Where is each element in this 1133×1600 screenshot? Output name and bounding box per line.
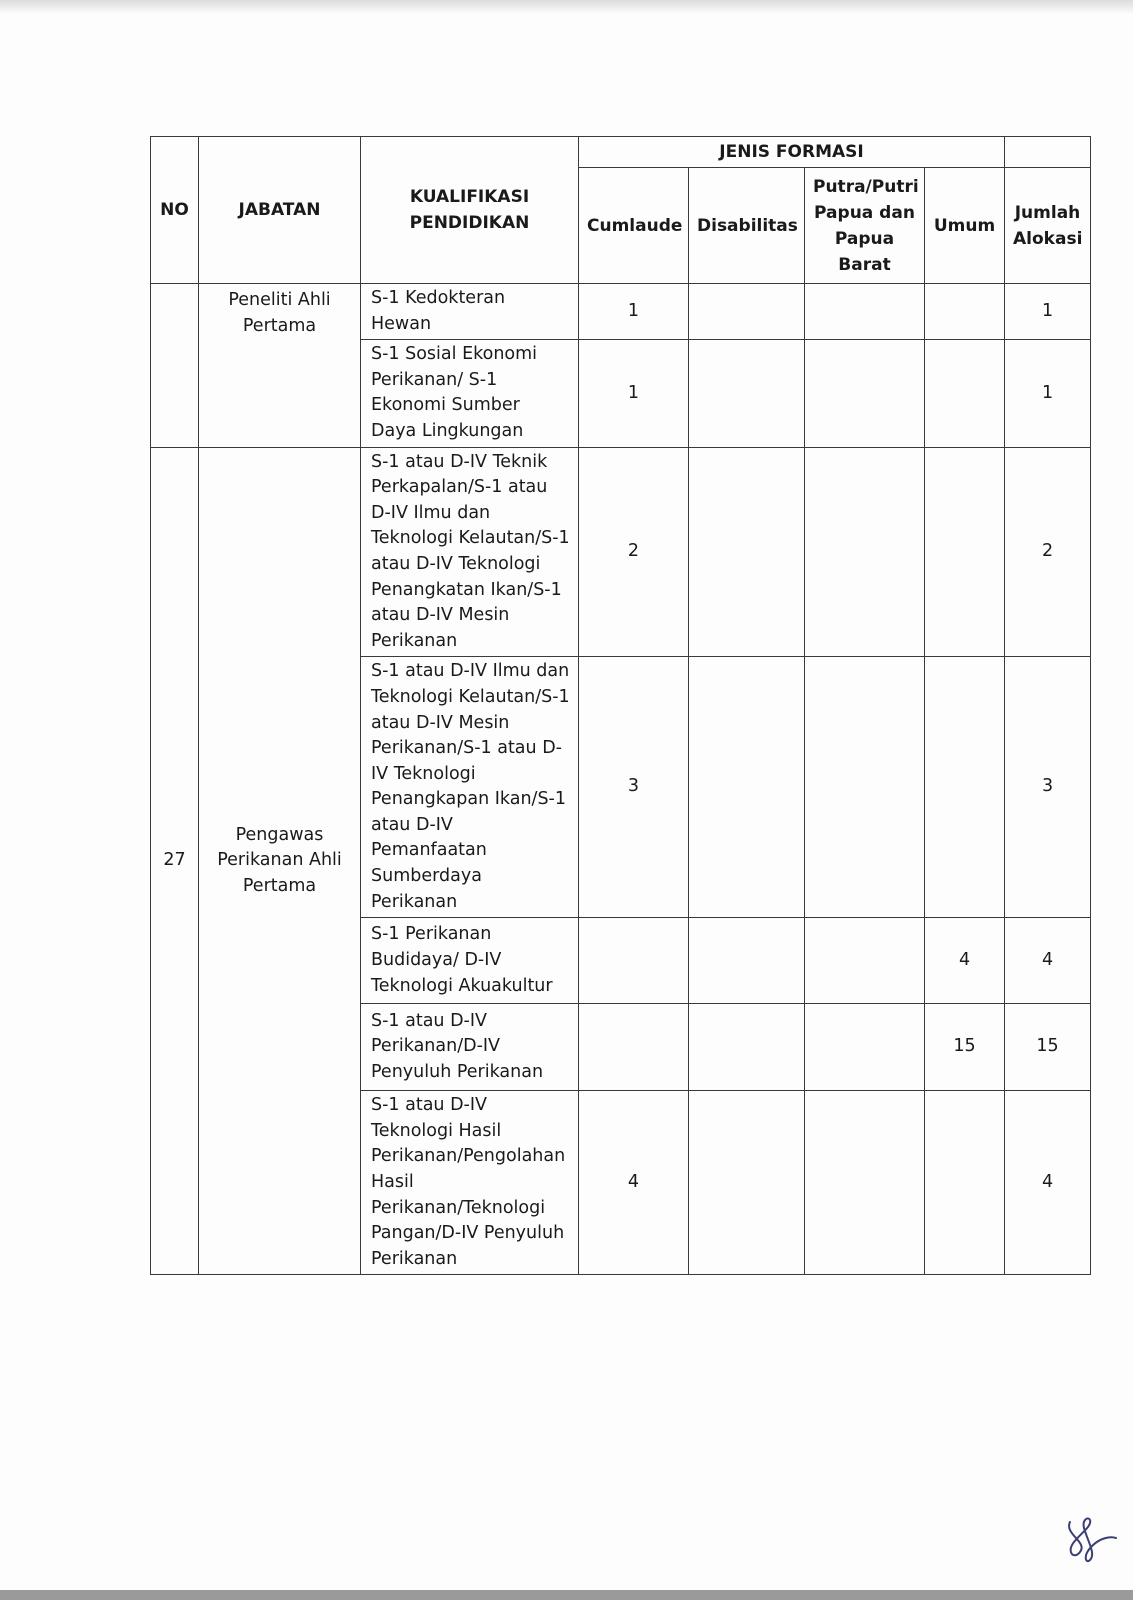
cell-disabilitas: [689, 1091, 805, 1275]
cell-papua: [805, 1004, 925, 1091]
paraf-signature: [1062, 1512, 1118, 1564]
cell-disabilitas: [689, 284, 805, 340]
cell-jumlah: 4: [1005, 918, 1091, 1004]
cell-disabilitas: [689, 447, 805, 657]
cell-kualifikasi: S-1 atau D-IV Perikanan/D-IV Penyuluh Perikanan: [361, 1004, 579, 1091]
cell-umum: [925, 284, 1005, 340]
header-disabilitas: Disabilitas: [689, 168, 805, 284]
cell-papua: [805, 918, 925, 1004]
cell-umum: [925, 447, 1005, 657]
cell-no-empty: [151, 284, 199, 448]
header-blank: [1005, 137, 1091, 168]
cell-disabilitas: [689, 1004, 805, 1091]
cell-jumlah: 1: [1005, 340, 1091, 447]
table-row: [151, 284, 1091, 340]
cell-papua: [805, 340, 925, 447]
cell-disabilitas: [689, 340, 805, 447]
cell-jumlah: 4: [1005, 1091, 1091, 1275]
cell-cumlaude: 2: [579, 447, 689, 657]
cell-disabilitas: [689, 918, 805, 1004]
scan-edge-top: [0, 0, 1133, 14]
cell-papua: [805, 284, 925, 340]
cell-kualifikasi: S-1 Sosial Ekonomi Perikanan/ S-1 Ekonomi Sumber Daya Lingkungan: [361, 340, 579, 447]
cell-cumlaude: 1: [579, 340, 689, 447]
header-jabatan: JABATAN: [199, 137, 361, 284]
cell-jumlah: 15: [1005, 1004, 1091, 1091]
header-kualifikasi: KUALIFIKASI PENDIDIKAN: [361, 137, 579, 284]
header-umum: Umum: [925, 168, 1005, 284]
cell-umum: [925, 340, 1005, 447]
cell-jabatan: Peneliti Ahli Pertama: [199, 284, 361, 448]
header-jumlah: Jumlah Alokasi: [1005, 168, 1091, 284]
cell-umum: 4: [925, 918, 1005, 1004]
cell-kualifikasi: S-1 atau D-IV Teknik Perkapalan/S-1 atau D-IV Ilmu dan Teknologi Kelautan/S-1 atau D-IV Teknologi Penangkatan Ikan/S-1 atau D-IV Mesin Perikanan: [361, 447, 579, 657]
cell-cumlaude: 3: [579, 657, 689, 918]
cell-kualifikasi: S-1 Perikanan Budidaya/ D-IV Teknologi Akuakultur: [361, 918, 579, 1004]
cell-kualifikasi: S-1 atau D-IV Teknologi Hasil Perikanan/Pengolahan Hasil Perikanan/Teknologi Pangan/D-IV Penyuluh Perikanan: [361, 1091, 579, 1275]
cell-cumlaude: [579, 918, 689, 1004]
cell-papua: [805, 447, 925, 657]
cell-umum: [925, 1091, 1005, 1275]
cell-kualifikasi: S-1 atau D-IV Ilmu dan Teknologi Kelautan/S-1 atau D-IV Mesin Perikanan/S-1 atau D-IV Teknologi Penangkapan Ikan/S-1 atau D-IV Pemanfaatan Sumberdaya Perikanan: [361, 657, 579, 918]
cell-umum: [925, 657, 1005, 918]
cell-kualifikasi: S-1 Kedokteran Hewan: [361, 284, 579, 340]
cell-cumlaude: 4: [579, 1091, 689, 1275]
cell-jabatan: Pengawas Perikanan Ahli Pertama: [199, 447, 361, 1275]
cell-cumlaude: [579, 1004, 689, 1091]
table-row: [151, 447, 1091, 657]
cell-jumlah: 2: [1005, 447, 1091, 657]
header-cumlaude: Cumlaude: [579, 168, 689, 284]
cell-umum: 15: [925, 1004, 1005, 1091]
cell-papua: [805, 657, 925, 918]
cell-no: 27: [151, 447, 199, 1275]
cell-jumlah: 3: [1005, 657, 1091, 918]
cell-jumlah: 1: [1005, 284, 1091, 340]
formasi-table: [150, 136, 1091, 1275]
cell-papua: [805, 1091, 925, 1275]
header-jenis-formasi: JENIS FORMASI: [579, 137, 1005, 168]
cell-cumlaude: 1: [579, 284, 689, 340]
cell-disabilitas: [689, 657, 805, 918]
header-no: NO: [151, 137, 199, 284]
header-papua: Putra/Putri Papua dan Papua Barat: [805, 168, 925, 284]
scan-edge-bottom: [0, 1590, 1133, 1600]
